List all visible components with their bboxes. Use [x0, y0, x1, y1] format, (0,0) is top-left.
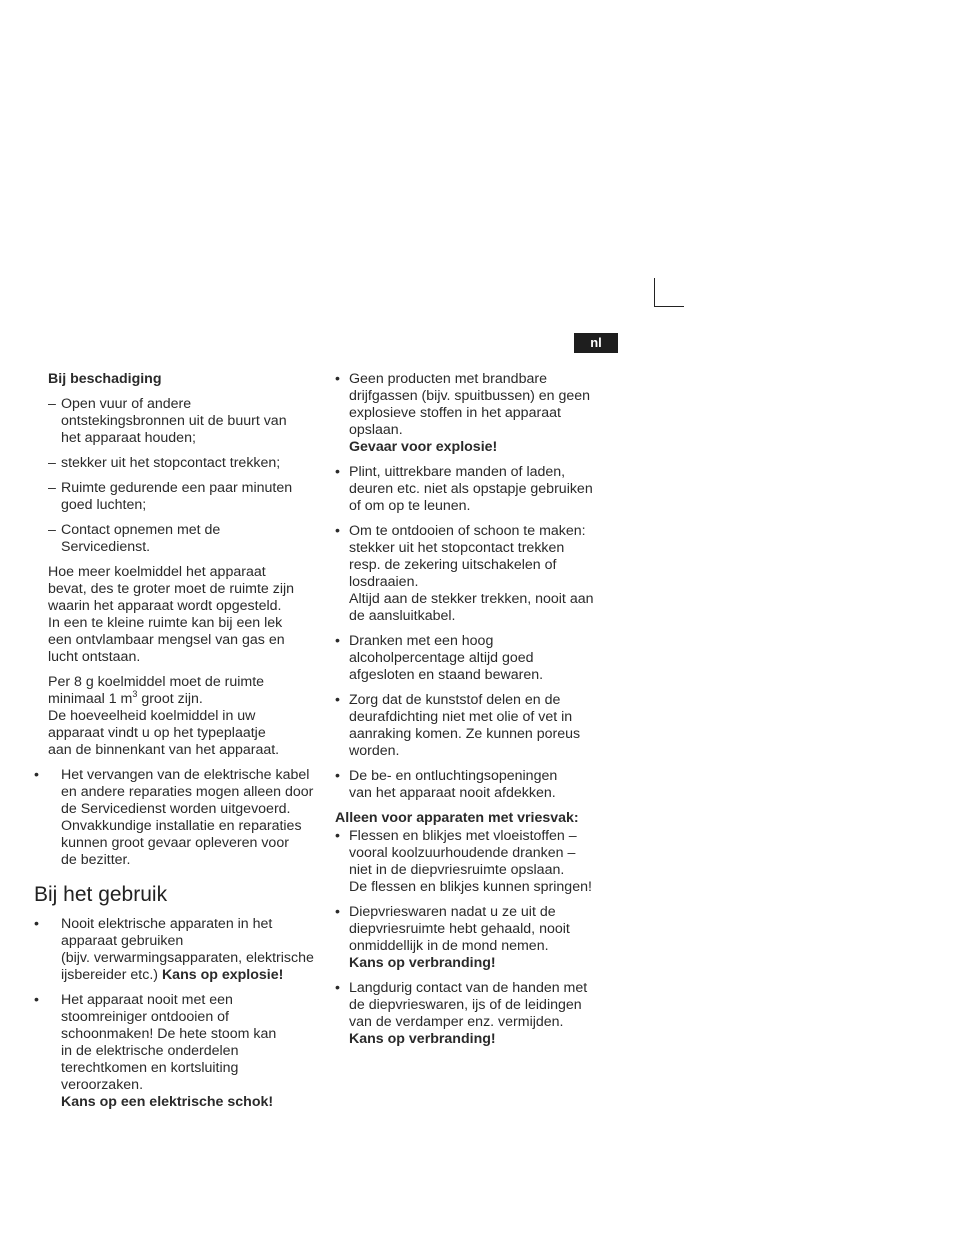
bullet-lines [61, 992, 324, 1094]
bullet-text [349, 980, 620, 1048]
text-line: en andere reparaties mogen alleen door [61, 784, 314, 800]
text-line: aanraking komen. Ze kunnen poreus [349, 726, 581, 742]
damage-heading: Bij beschadiging [48, 371, 162, 387]
text-line: terechtkomen en kortsluiting [61, 1060, 239, 1076]
bullet-text [349, 904, 620, 972]
text-line: vooral koolzuurhoudende dranken – [349, 845, 576, 861]
bullet-text [349, 371, 620, 456]
text-line: afgesloten en staand bewaren. [349, 667, 544, 683]
warning-text: Kans op een elektrische schok! [61, 1094, 274, 1110]
text-line: Servicedienst. [61, 539, 151, 555]
text-line: de diepvrieswaren, ijs of de leidingen [349, 997, 582, 1013]
text-line: De be- en ontluchtingsopeningen [349, 768, 558, 784]
text-line: Het apparaat nooit met een [61, 992, 233, 1008]
text-line: apparaat vindt u op het typeplaatje [48, 725, 266, 741]
text-line: In een te kleine ruimte kan bij een lek [48, 615, 283, 631]
dash-marker: – [48, 455, 56, 471]
language-tab: nl [574, 333, 618, 353]
text-line: stekker uit het stopcontact trekken [349, 540, 565, 556]
bullet-item [34, 767, 324, 869]
text-line: van het apparaat nooit afdekken. [349, 785, 556, 801]
text-line: niet in de diepvriesruimte opslaan. [349, 862, 565, 878]
bullet-text [61, 916, 324, 984]
superscript: 3 [132, 689, 138, 699]
text-line: Het vervangen van de elektrische kabel [61, 767, 310, 783]
bullet-text [61, 767, 324, 869]
crop-mark-vertical [654, 278, 655, 307]
text-line: de aansluitkabel. [349, 608, 456, 624]
bullet-marker: • [335, 692, 340, 708]
text-line: goed luchten; [61, 497, 147, 513]
text-line: Ruimte gedurende een paar minuten [61, 480, 293, 496]
room-size-line: Per 8 g koelmiddel moet de ruimte [48, 674, 265, 690]
warning-text: Kans op verbranding! [349, 955, 496, 971]
bullet-marker: • [335, 768, 340, 784]
bullet-marker: • [335, 464, 340, 480]
section-title: Bij het gebruik [34, 883, 168, 906]
text-line: kunnen groot gevaar opleveren voor [61, 835, 289, 851]
bullet-marker: • [335, 980, 340, 996]
bullet-item [34, 916, 324, 984]
bullet-marker: • [335, 523, 340, 539]
bullet-marker: • [335, 904, 340, 920]
text-line: aan de binnenkant van het apparaat. [48, 742, 280, 758]
bullet-line-text: ijsbereider etc.) [61, 967, 162, 983]
text-line: Diepvrieswaren nadat u ze uit de [349, 904, 556, 920]
text-line: een ontvlambaar mengsel van gas en [48, 632, 285, 648]
text-line: Geen producten met brandbare [349, 371, 547, 387]
freezer-bullets [335, 828, 620, 1048]
text-line: de Servicedienst worden uitgevoerd. [61, 801, 291, 817]
room-size-value-line [48, 691, 324, 708]
bullet-marker: • [335, 828, 340, 844]
text-line: Flessen en blikjes met vloeistoffen – [349, 828, 577, 844]
bullet-marker: • [335, 633, 340, 649]
bullet-item [34, 992, 324, 1111]
dash-text [61, 480, 324, 514]
text-line: schoonmaken! De hete stoom kan [61, 1026, 277, 1042]
text-line: bevat, des te groter moet de ruimte zijn [48, 581, 295, 597]
bullet-text [349, 464, 620, 515]
bullet-item [335, 633, 620, 684]
text-line: opslaan. [349, 422, 403, 438]
text-line: het apparaat houden; [61, 430, 196, 446]
dash-text [61, 396, 324, 447]
dash-item [34, 396, 324, 447]
text-line: resp. de zekering uitschakelen of [349, 557, 557, 573]
text-line: losdraaien. [349, 574, 419, 590]
bullet-text [61, 992, 324, 1111]
right-bullets [335, 371, 620, 802]
text-line: (bijv. verwarmingsapparaten, elektrische [61, 950, 314, 966]
warning-text: Gevaar voor explosie! [349, 439, 498, 455]
text-line: Nooit elektrische apparaten in het [61, 916, 273, 932]
text-line: deurafdichting niet met olie of vet in [349, 709, 573, 725]
bullet-text [349, 633, 620, 684]
text-line: De flessen en blikjes kunnen springen! [349, 879, 592, 895]
room-size-value: minimaal 1 m [48, 691, 133, 707]
warning-text: Kans op verbranding! [349, 1031, 496, 1047]
dash-item [34, 455, 324, 472]
text-line: diepvriesruimte hebt gehaald, nooit [349, 921, 570, 937]
refrigerant-paragraph [34, 564, 324, 666]
bullet-marker: • [34, 916, 39, 932]
text-line: ontstekingsbronnen uit de buurt van [61, 413, 287, 429]
freezer-subheading: Alleen voor apparaten met vriesvak: [335, 810, 579, 826]
text-line: Hoe meer koelmiddel het apparaat [48, 564, 266, 580]
text-line: Altijd aan de stekker trekken, nooit aan [349, 591, 594, 607]
dash-text [61, 455, 324, 472]
dash-text [61, 522, 324, 556]
text-line: Om te ontdooien of schoon te maken: [349, 523, 586, 539]
room-size-rest [48, 708, 324, 759]
text-line: Plint, uittrekbare manden of laden, [349, 464, 566, 480]
text-line: alcoholpercentage altijd goed [349, 650, 534, 666]
bullet-lines [61, 916, 324, 967]
text-line: De hoeveelheid koelmiddel in uw [48, 708, 256, 724]
room-size-suffix: groot zijn. [137, 691, 203, 707]
text-line: drijfgassen (bijv. spuitbussen) en geen [349, 388, 591, 404]
bullet-last-line [61, 967, 324, 984]
warning-text: Kans op explosie! [161, 967, 284, 983]
text-line: veroorzaken. [61, 1077, 144, 1093]
text-line: Contact opnemen met de [61, 522, 221, 538]
bullet-text [349, 692, 620, 760]
bullet-item [335, 464, 620, 515]
text-line: stekker uit het stopcontact trekken; [61, 455, 281, 471]
room-size-paragraph [34, 674, 324, 759]
bullet-item [335, 523, 620, 625]
text-line: Dranken met een hoog [349, 633, 494, 649]
bullet-text [349, 828, 620, 896]
text-line: van de verdamper enz. vermijden. [349, 1014, 564, 1030]
text-line: Open vuur of andere [61, 396, 192, 412]
left-column [34, 371, 324, 1119]
text-line: Langdurig contact van de handen met [349, 980, 588, 996]
dash-marker: – [48, 522, 56, 538]
bullet-item [335, 980, 620, 1048]
bullet-text [349, 768, 620, 802]
bullet-item [335, 768, 620, 802]
text-line: of om op te leunen. [349, 498, 471, 514]
dash-item [34, 522, 324, 556]
text-line: Zorg dat de kunststof delen en de [349, 692, 561, 708]
text-line: explosieve stoffen in het apparaat [349, 405, 561, 421]
dash-marker: – [48, 396, 56, 412]
bullet-item [335, 692, 620, 760]
text-line: deuren etc. niet als opstapje gebruiken [349, 481, 593, 497]
bullet-marker: • [34, 992, 39, 1008]
dash-item [34, 480, 324, 514]
text-line: lucht ontstaan. [48, 649, 141, 665]
crop-mark-horizontal [654, 306, 684, 307]
text-line: Onvakkundige installatie en reparaties [61, 818, 302, 834]
text-line: waarin het apparaat wordt opgesteld. [48, 598, 282, 614]
bullet-item [335, 828, 620, 896]
bullet-text [349, 523, 620, 625]
text-line: in de elektrische onderdelen [61, 1043, 239, 1059]
text-line: worden. [349, 743, 400, 759]
bullet-marker: • [34, 767, 39, 783]
bullet-item [335, 371, 620, 456]
text-line: de bezitter. [61, 852, 131, 868]
text-line: stoomreiniger ontdooien of [61, 1009, 229, 1025]
text-line: apparaat gebruiken [61, 933, 184, 949]
bullet-marker: • [335, 371, 340, 387]
text-line: onmiddellijk in de mond nemen. [349, 938, 549, 954]
dash-marker: – [48, 480, 56, 496]
bullet-item [335, 904, 620, 972]
right-column [335, 371, 620, 1056]
